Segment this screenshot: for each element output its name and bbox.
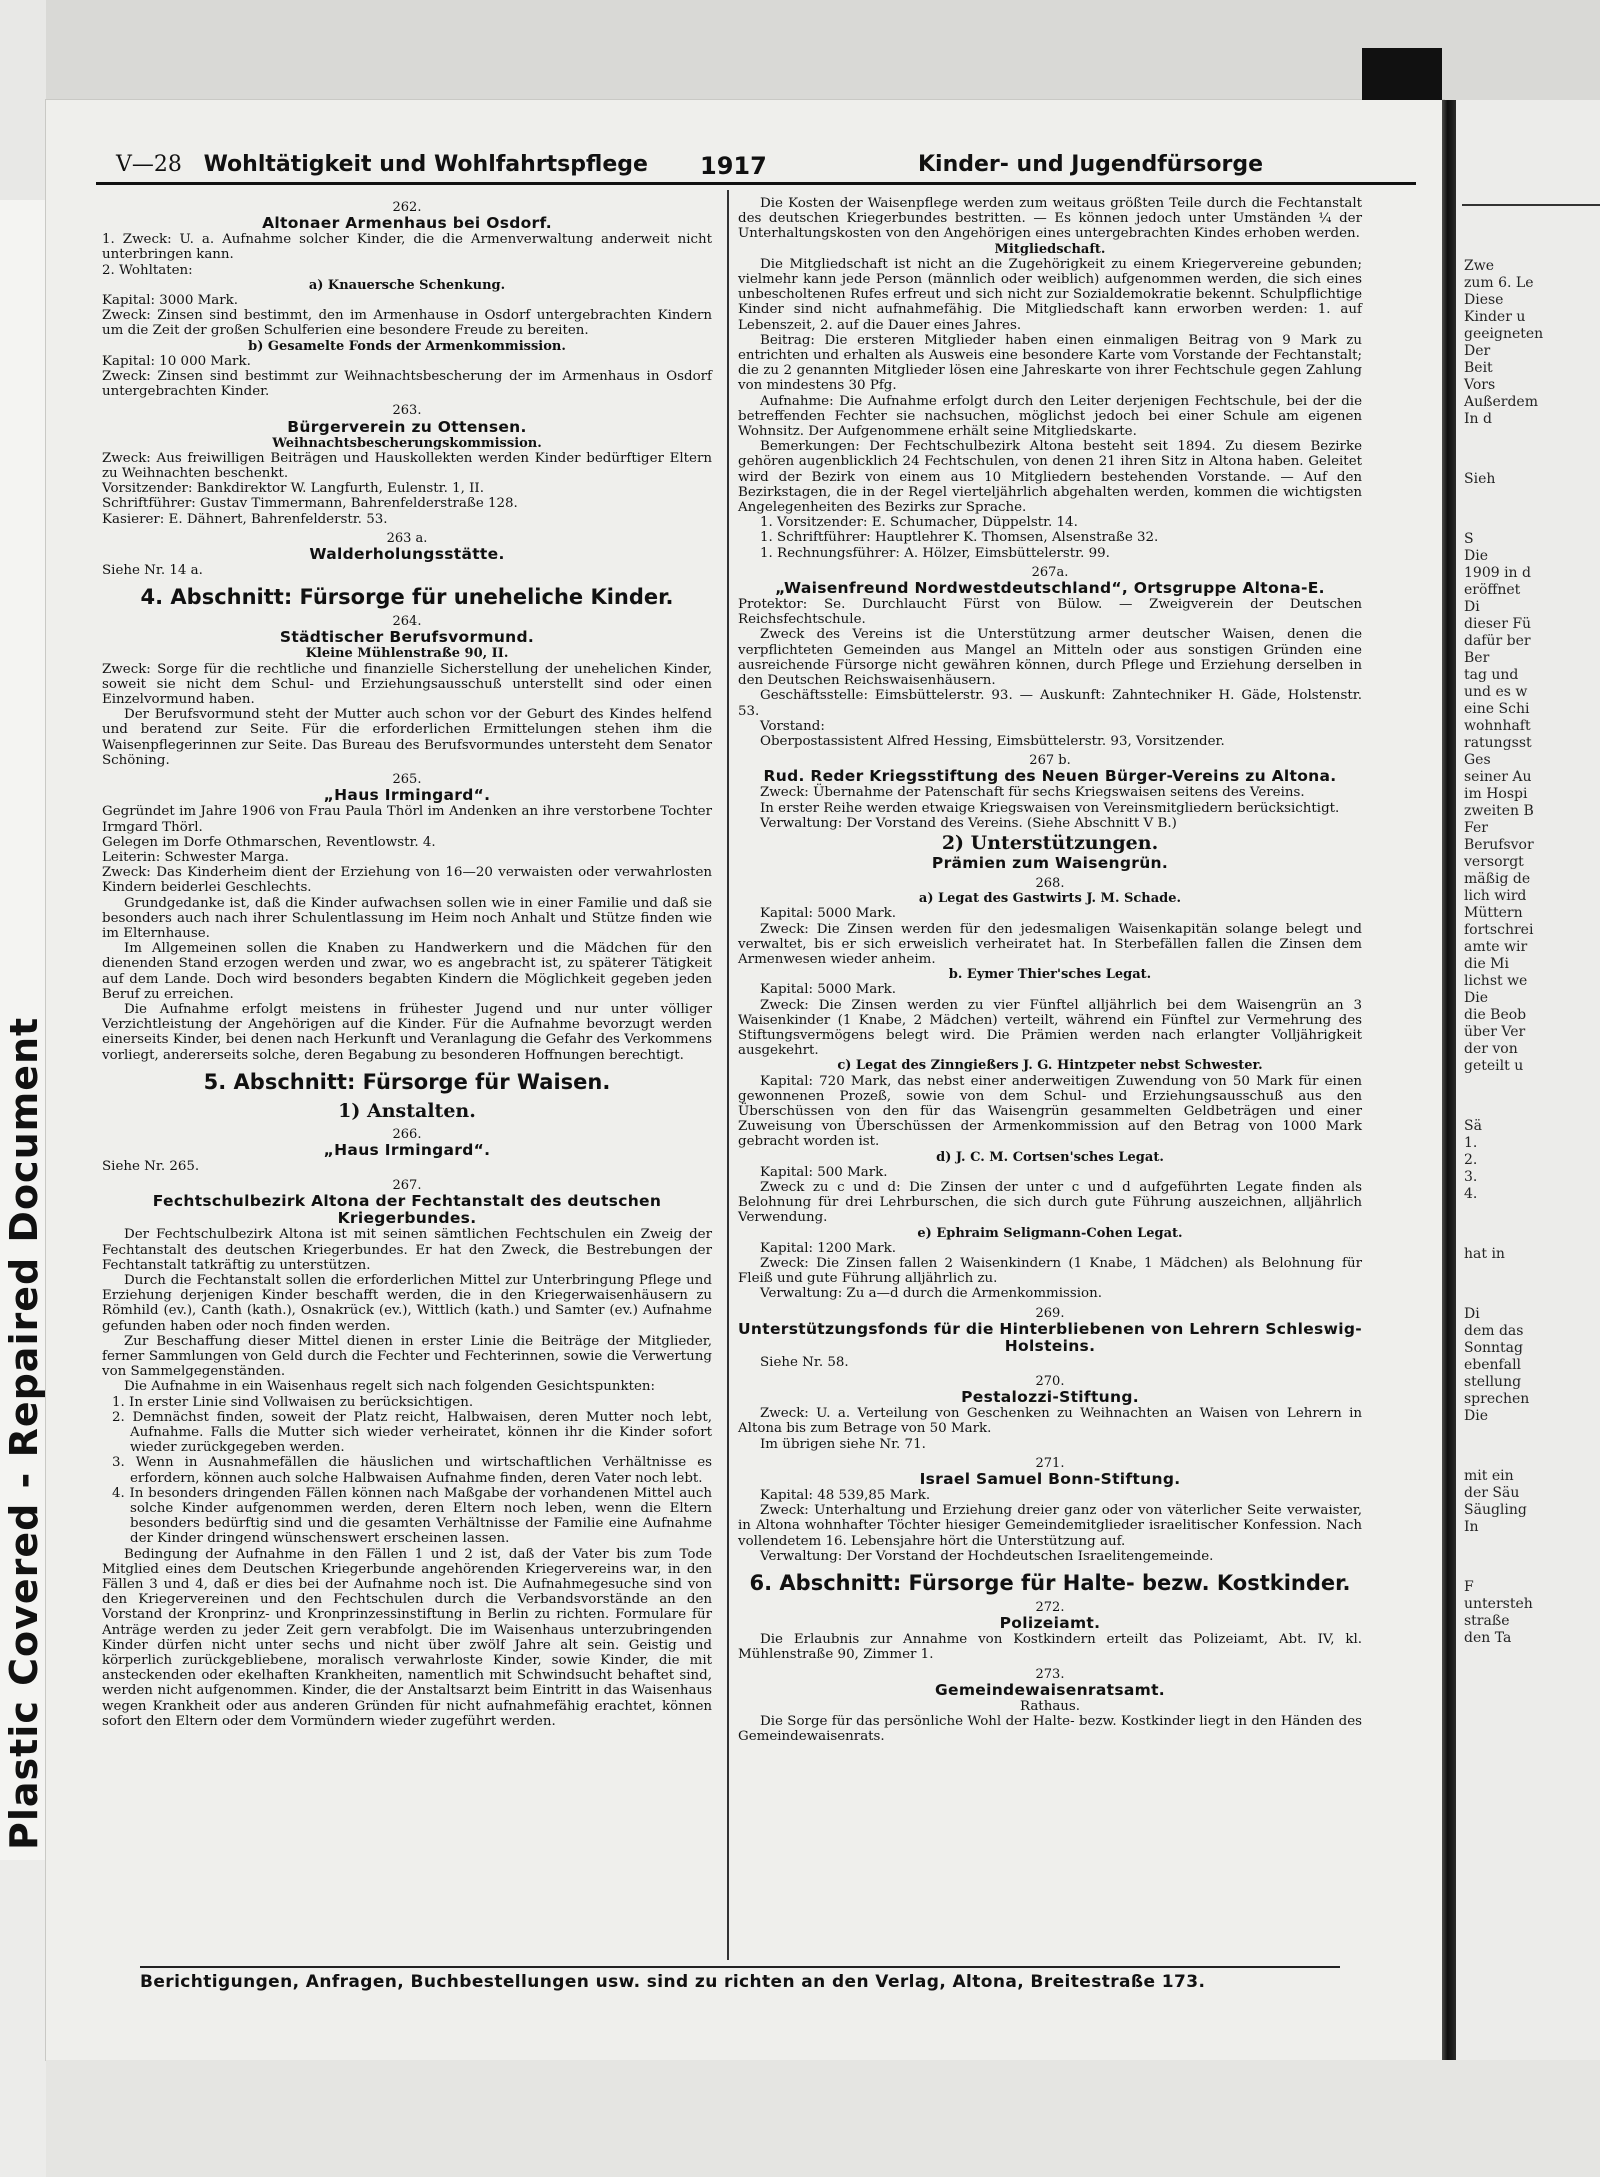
adjacent-page-fragment: versorgt [1464,854,1524,870]
entry-text: Gelegen im Dorfe Othmarschen, Reventlowstr. 4. [102,834,436,850]
entry-text: Kapital: 5000 Mark. [760,906,897,922]
entry-number: 264. [392,614,422,630]
adjacent-page-fragment: Di [1464,1306,1480,1322]
entry-text: Zweck: Aus freiwilligen Beiträgen und Hauskollekten werden Kinder bedürftiger Eltern zu Weihnachten beschenkt. [102,450,712,482]
list-item: 1. In erster Linie sind Vollwaisen zu berücksichtigen. [112,1394,474,1410]
scan-margin-bottom [0,1860,46,2177]
entry-text: Zweck zu c und d: Die Zinsen der unter c und d aufgeführten Legate finden als Belohnung für drei Lehrburschen, die sich durch gute Führung auszeichnen, alljährlich Verwendung. [738,1179,1362,1226]
entry-text: 1. Vorsitzender: E. Schumacher, Düppelstr. 14. [760,515,1078,531]
entry-text: Verwaltung: Der Vorstand des Vereins. (Siehe Abschnitt V B.) [760,815,1177,831]
adjacent-page-fragment: über Ver [1464,1024,1526,1040]
adjacent-page-fragment: ratungsst [1464,735,1532,751]
adjacent-page-fragment: die Mi [1464,956,1509,972]
adjacent-page-fragment: Die [1464,1408,1488,1424]
entry-title: Israel Samuel Bonn-Stiftung. [919,1470,1181,1489]
adjacent-page-fragment: Zwe [1464,258,1494,274]
entry-text: Grundgedanke ist, daß die Kinder aufwachsen sollen wie in einer Familie und daß sie besonders auch nach ihrer Schulentlassung im Heim noch Anhalt und Stütze finden wie im Elternhause. [102,895,712,941]
adjacent-page-fragment: Di [1464,599,1480,615]
adjacent-page-fragment: dafür ber [1464,633,1531,649]
entry-text: Kapital: 10 000 Mark. [102,353,251,369]
entry-title: Altonaer Armenhaus bei Osdorf. [262,214,552,233]
adjacent-page-rule [1462,204,1600,206]
entry-title: Pestalozzi-Stiftung. [961,1388,1139,1407]
entry-subtitle: Weihnachtsbescherungskommission. [272,435,542,451]
entry-title: Gemeindewaisenratsamt. [935,1680,1165,1699]
adjacent-page-fragment: Beit [1464,360,1493,376]
adjacent-page-fragment: untersteh [1464,1596,1533,1612]
adjacent-page-fragment: Säugling [1464,1502,1527,1518]
entry-text: Oberpostassistent Alfred Hessing, Eimsbüttelerstr. 93, Vorsitzender. [760,733,1225,749]
entry-title: „Haus Irmingard“. [323,1140,491,1159]
entry-text: Vorsitzender: Bankdirektor W. Langfurth, Eulenstr. 1, II. [102,481,484,497]
adjacent-page-fragment: In [1464,1519,1479,1535]
entry-text: Die Aufnahme in ein Waisenhaus regelt sich nach folgenden Gesichtspunkten: [124,1379,656,1395]
entry-text: Aufnahme: Die Aufnahme erfolgt durch den Leiter derjenigen Fechtschule, bei der die betreffenden Fechter sie nachsuchen, möglichst jedoch bei einer Schule am eigenen Wohnsitz. Der Aufgenommene erhält seine Mitgliedskarte. [738,393,1362,440]
entry-title: Bürgerverein zu Ottensen. [287,417,527,436]
adjacent-page-fragment: mäßig de [1464,871,1531,887]
adjacent-page-fragment: Außerdem [1464,394,1538,410]
adjacent-page-fragment: dieser Fü [1464,616,1532,632]
entry-text: Kasierer: E. Dähnert, Bahrenfelderstr. 53. [102,511,388,527]
side-label-text: Plastic Covered - Repaired Document [2,1016,46,1850]
entry-text: Der Berufsvormund steht der Mutter auch schon vor der Geburt des Kindes helfend und beratend zur Seite. Für die erforderlichen Ermittelungen stehen ihm die Waisenpflegerinnen zur Seite. Das Bureau des Berufsvormundes untersteht dem Senator Schöning. [102,707,712,768]
entry-text: Beitrag: Die ersteren Mitglieder haben einen einmaligen Beitrag von 9 Mark zu entrichten und erhalten als Ausweis eine besondere Karte vom Vorstande der Fechtanstalt; die zu 2 genannten Mitglieder lösen eine Jahreskarte von ihrer Fechtschule gegen Zahlung von mindestens 30 Pfg. [738,332,1362,394]
adjacent-page-fragment: 3. [1464,1169,1478,1185]
adjacent-page-fragment: ebenfall [1464,1357,1522,1373]
entry-text: Zweck: Unterhaltung und Erziehung dreier ganz oder von väterlicher Seite verwaister, in Altona wohnhafter Töchter hiesiger Gemeindemitglieder israelitischer Konfession. Nach vollendetem 16. Lebensjahre hört die Unterstützung auf. [738,1503,1362,1549]
entry-text: Kapital: 3000 Mark. [102,293,239,309]
entry-text: Zweck des Vereins ist die Unterstützung armer deutscher Waisen, denen die verpflichteten Gemeinden aus Mangel an Mitteln oder aus sonstigen Gründen eine ausreichende Fürsorge nicht gewähren können, durch Pflege und Erziehung derselben in den Deutschen Reichswaisenhäusern. [738,627,1362,689]
adjacent-page-fragment: zweiten B [1464,803,1534,819]
entry-subtitle: Mitgliedschaft. [994,241,1106,257]
header-left-title: Wohltätigkeit und Wohlfahrtspflege [203,152,648,177]
entry-text: Leiterin: Schwester Marga. [102,849,289,865]
adjacent-page-fragment: mit ein [1464,1468,1514,1484]
entry-number: 262. [392,200,422,215]
entry-text: Kapital: 48 539,85 Mark. [760,1488,931,1504]
entry-title: Unterstützungsfonds für die Hinterbliebenen von Lehrern Schleswig-Holsteins. [738,1319,1362,1355]
entry-text: Zweck: Die Zinsen werden für den jedesmaligen Waisenkapitän solange belegt und verwaltet, bis er sich erweislich verheiratet hat. In Sterbefällen fallen die Zinsen dem Armenwesen wieder anheim. [738,921,1362,967]
entry-text: 1. Zweck: U. a. Aufnahme solcher Kinder, die die Armenverwaltung anderweit nicht unterbringen kann. [102,232,712,263]
entry-title: Fechtschulbezirk Altona der Fechtanstalt des deutschen Kriegerbundes. [152,1192,662,1228]
entry-number: 270. [1035,1374,1065,1390]
adjacent-page-fragment: zum 6. Le [1464,275,1534,291]
adjacent-page-fragment: der von [1464,1041,1518,1057]
column-divider [727,190,729,1960]
entry-title: Polizeiamt. [999,1614,1101,1633]
adjacent-page-fragment: Kinder u [1464,309,1526,325]
entry-number: 265. [392,772,422,788]
adjacent-page-fragment: Berufsvor [1464,837,1534,853]
entry-subtitle: e) Ephraim Seligmann-Cohen Legat. [917,1225,1183,1241]
entry-text: Bemerkungen: Der Fechtschulbezirk Altona besteht seit 1894. Zu diesem Bezirke gehören augenblicklich 24 Fechtschulen, von denen 21 ihren Sitz in Altona haben. Geleitet wird der Bezirk von einem aus 10 Mitgliedern bestehenden Vorstande. — Auf den Bezirkstagen, die in der Regel vierteljährlich abgehalten werden, kommen die wichtigsten Angelegenheiten des Bezirks zur Sprache. [738,439,1362,516]
side-label-strip [0,200,46,1860]
adjacent-page-fragment: F [1464,1579,1474,1595]
entry-text: Verwaltung: Zu a—d durch die Armenkommission. [760,1286,1103,1302]
list-item: 4. In besonders dringenden Fällen können nach Maßgabe der vorhandenen Mittel auch solche Kinder aufgenommen werden, deren Eltern noch leben, wenn die Eltern besonders bedürftig sind und die gesamten Verhältnisse der Familie eine Aufnahme der Kinder dringend wünschenswert erscheinen lassen. [112,1485,712,1547]
entry-text: Siehe Nr. 14 a. [102,563,203,579]
entry-text: 1. Rechnungsführer: A. Hölzer, Eimsbüttelerstr. 99. [760,545,1110,561]
adjacent-page-fragment: tag und [1464,667,1519,683]
entry-title: Rud. Reder Kriegsstiftung des Neuen Bürger-Vereins zu Altona. [763,767,1337,786]
entry-title: Walderholungsstätte. [309,545,505,564]
adjacent-page-fragment: lich wird [1464,888,1527,904]
entry-text: Zweck: Die Zinsen fallen 2 Waisenkindern (1 Knabe, 1 Mädchen) als Belohnung für Fleiß und gute Führung alljährlich zu. [738,1256,1362,1287]
binding-top-block [1362,48,1442,100]
adjacent-page-fragment: 4. [1464,1186,1478,1202]
entry-text: Geschäftsstelle: Eimsbüttelerstr. 93. — Auskunft: Zahntechniker H. Gäde, Holstenstr. 53. [738,688,1362,719]
adjacent-page-fragment: der Säu [1464,1485,1520,1501]
adjacent-page-fragment: Die [1464,548,1488,564]
adjacent-page [1456,100,1600,2060]
entry-subtitle: a) Knauersche Schenkung. [308,277,506,293]
entry-number: 272. [1035,1600,1065,1616]
entry-text: Die Mitgliedschaft ist nicht an die Zugehörigkeit zu einem Kriegervereine gebunden; vielmehr kann jede Person (männlich oder weiblich) aufgenommen werden, die sich eines unbescholtenen Rufes erfreut und sich nicht zur Sozialdemokratie bekennt. Schulpflichtige Kinder sind nicht aufnahmefähig. Die Mitgliedschaft kann erworben werden: 1. auf Lebenszeit, 2. auf die Dauer eines Jahres. [738,256,1362,333]
scan-margin-top [0,0,46,200]
section-heading: 6. Abschnitt: Fürsorge für Halte- bezw. Kostkinder. [749,1571,1351,1596]
entry-text: Vorstand: [760,718,825,734]
adjacent-page-fragment: Sieh [1464,471,1496,487]
header-rule [96,182,1416,185]
entry-number: 267 b. [1029,753,1071,769]
entry-number: 267a. [1031,564,1069,580]
adjacent-page-fragment: Die [1464,990,1488,1006]
adjacent-page-fragment: S [1464,531,1474,547]
adjacent-page-fragment: Fer [1464,820,1488,836]
entry-number: 269. [1035,1305,1065,1321]
entry-text: Die Aufnahme erfolgt meistens in frühester Jugend und nur unter völliger Verzichtleistung der Angehörigen auf die Kinder. Für die Aufnahme bevorzugt werden einerseits Kinder, bei denen nach Herkunft und Veranlagung die Gefahr des Verkommens vorliegt, andererseits solche, deren Begabung zu besonderen Hoffnungen berechtigt. [102,1001,712,1063]
adjacent-page-fragment: und es w [1464,684,1528,700]
header-right-title: Kinder- und Jugendfürsorge [918,152,1264,177]
adjacent-page-fragment: Ges [1464,752,1491,768]
adjacent-page-fragment: die Beob [1464,1007,1527,1023]
entry-title: Städtischer Berufsvormund. [279,628,535,647]
entry-subtitle: d) J. C. M. Cortsen'sches Legat. [936,1149,1164,1165]
entry-number: 271. [1035,1455,1065,1471]
list-item: 3. Wenn in Ausnahmefällen die häuslichen und wirtschaftlichen Verhältnisse es erfordern, können auch solche Halbwaisen Aufnahme finden, deren Vater noch lebt. [112,1455,712,1486]
entry-text: Kapital: 1200 Mark. [760,1240,897,1256]
entry-text: In erster Reihe werden etwaige Kriegswaisen von Vereinsmitgliedern berücksichtigt. [760,800,1340,816]
adjacent-page-fragment: seiner Au [1464,769,1532,785]
adjacent-page-fragment: stellung [1464,1374,1522,1390]
entry-subtitle: a) Legat des Gastwirts J. M. Schade. [918,891,1182,907]
subsection-heading: 2) Unterstützungen. [941,831,1159,854]
adjacent-page-fragment: Der [1464,343,1491,359]
entry-number: 263 a. [386,530,428,546]
entry-subtitle: c) Legat des Zinngießers J. G. Hintzpeter nebst Schwester. [837,1058,1263,1074]
subsection-heading: 1) Anstalten. [338,1099,476,1122]
book-binding [1442,100,1456,2060]
entry-text: Kapital: 720 Mark, das nebst einer anderweitigen Zuwendung von 50 Mark für einen gewonnenen Prozeß, sowie von dem Schul- und Erziehungsausschuß aus den Überschüssen von den für das Waisengrün gesammelten Geldbeträgen und einer Zuweisung von Überschüssen der Armenkommission auf den Betrag von 1000 Mark gebracht worden ist. [738,1073,1362,1150]
adjacent-page-fragment: geeigneten [1464,326,1544,342]
entry-text: Zweck: Zinsen sind bestimmt zur Weihnachtsbescherung der im Armenhaus in Osdorf untergebrachten Kinder. [102,369,712,400]
adjacent-page-fragment: Ber [1464,650,1490,666]
entry-text: Kapital: 5000 Mark. [760,982,897,998]
adjacent-page-fragment: Müttern [1464,905,1523,921]
entry-text: Siehe Nr. 58. [760,1354,849,1370]
left-column [102,196,712,1729]
entry-text: Protektor: Se. Durchlaucht Fürst von Bülow. — Zweigverein der Deutschen Reichsfechtschule. [738,597,1362,628]
adjacent-page-fragment: In d [1464,411,1492,427]
adjacent-page-fragment: Sonntag [1464,1340,1523,1356]
entry-text: 2. Wohltaten: [102,262,193,278]
header-year: 1917 [700,152,767,180]
entry-text: Zweck: Übernahme der Patenschaft für sechs Kriegswaisen seitens des Vereins. [760,785,1305,801]
entry-text: Der Fechtschulbezirk Altona ist mit seinen sämtlichen Fechtschulen ein Zweig der Fechtanstalt des deutschen Kriegerbundes. Er hat den Zweck, die Bestrebungen der Fechtanstalt tatkräftig zu unterstützen. [102,1227,712,1273]
entry-title: „Waisenfreund Nordwestdeutschland“, Ortsgruppe Altona-E. [775,579,1325,598]
adjacent-page-fragment: amte wir [1464,939,1528,955]
entry-text: Bedingung der Aufnahme in den Fällen 1 und 2 ist, daß der Vater bis zum Tode Mitglied eines dem Deutschen Kriegerbunde angehörenden Kriegervereins war, in den Fällen 3 und 4, daß er dies bei der Aufnahme noch ist. Die Aufnahmegesuche sind von den Kriegervereinen und den Fechtschulen durch die Verbandsvorstände an den Vorstand der Kronprinz- und Kronprinzessinstiftung in Berlin zu richten. Formulare für Anträge werden zu jeder Zeit gern verabfolgt. Die im Waisenhaus unterzubringenden Kinder dürfen nicht unter sechs und nicht über zwölf Jahre alt sein. Geistig und körperlich zurückgebliebene, moralisch verwahrloste Kinder, sowie Kinder, die mit ansteckenden oder ekelhaften Krankheiten, namentlich mit Schwindsucht behaftet sind, werden nicht aufgenommen. Kinder, die der Anstaltsarzt beim Eintritt in das Waisenhaus wegen Krankheit oder aus anderen Gründen für nicht aufnahmefähig erachtet, können sofort den Eltern oder dem Vormündern wieder zugeführt werden. [102,1546,712,1729]
adjacent-page-fragment: im Hospi [1464,786,1528,802]
right-column [738,196,1362,1744]
adjacent-page-fragment: dem das [1464,1323,1524,1339]
entry-text: Die Erlaubnis zur Annahme von Kostkindern erteilt das Polizeiamt, Abt. IV, kl. Mühlenstraße 90, Zimmer 1. [738,1632,1362,1663]
adjacent-page-fragment: fortschrei [1464,922,1534,938]
publisher-footer: Berichtigungen, Anfragen, Buchbestellungen usw. sind zu richten an den Verlag, Altona, Breitestraße 173. [140,1966,1340,1992]
entry-text: Zweck: U. a. Verteilung von Geschenken zu Weihnachten an Waisen von Lehrern in Altona bis zum Betrage von 50 Mark. [738,1406,1362,1437]
adjacent-page-fragment: 1. [1464,1135,1478,1151]
entry-subtitle: b. Eymer Thier'sches Legat. [948,967,1152,983]
scan-bottom-margin [46,2060,1600,2177]
running-header-left [116,152,648,177]
entry-text: Kapital: 500 Mark. [760,1164,888,1180]
section-heading: 4. Abschnitt: Fürsorge für uneheliche Kinder. [140,585,674,610]
adjacent-page-fragment: eine Schi [1464,701,1530,717]
entry-subtitle: b) Gesamelte Fonds der Armenkommission. [248,338,566,354]
section-heading: 5. Abschnitt: Fürsorge für Waisen. [203,1069,611,1094]
entry-text: Im Allgemeinen sollen die Knaben zu Handwerkern und die Mädchen für den dienenden Stand erzogen werden und zwar, wo es angebracht ist, zu späterer Tätigkeit auf dem Lande. Doch wird besonders begabten Kindern die Möglichkeit gegeben jeden Beruf zu erreichen. [102,941,712,1002]
adjacent-page-fragment: wohnhaft [1464,718,1531,734]
entry-number: 263. [392,403,422,419]
adjacent-page-fragment: Vors [1464,377,1496,393]
entry-address: Kleine Mühlenstraße 90, II. [305,646,509,662]
adjacent-page-fragment: Diese [1464,292,1504,308]
adjacent-page-fragment: Sä [1464,1118,1482,1134]
entry-text: Gegründet im Jahre 1906 von Frau Paula Thörl im Andenken an ihre verstorbene Tochter Irmgard Thörl. [102,804,712,835]
entry-text: Die Kosten der Waisenpflege werden zum weitaus größten Teile durch die Fechtanstalt des deutschen Kriegerbundes bestritten. — Es können jedoch unter Umständen ¼ der Unterhaltungskosten von den Angehörigen eines untergebrachten Kindes erhoben werden. [738,196,1362,242]
adjacent-page-fragment: eröffnet [1464,582,1521,598]
entry-text: Zur Beschaffung dieser Mittel dienen in erster Linie die Beiträge der Mitglieder, ferner Sammlungen von Geld durch die Fechter und Fechterinnen, sowie die Verwertung von Sammelgegenständen. [102,1333,712,1380]
entry-text: Zweck: Die Zinsen werden zu vier Fünftel alljährlich bei dem Waisengrün an 3 Waisenkinder (1 Knabe, 2 Mädchen) verteilt, während ein Fünftel zur Vermehrung des Stiftungsvermögens belegt wird. Die Prämien werden nach erlangter Volljährigkeit ausgekehrt. [738,997,1362,1059]
adjacent-page-fragment: hat in [1464,1246,1505,1262]
adjacent-page-fragment: sprechen [1464,1391,1530,1407]
entry-title: Prämien zum Waisengrün. [931,853,1169,872]
adjacent-page-fragment: 2. [1464,1152,1478,1168]
entry-text: Zweck: Das Kinderheim dient der Erziehung von 16—20 verwaisten oder verwahrlosten Kindern beiderlei Geschlechts. [102,865,712,896]
entry-text: Durch die Fechtanstalt sollen die erforderlichen Mittel zur Unterbringung Pflege und Erziehung derjenigen Kinder beschafft werden, die in den Kriegerwaisenhäusern zu Römhild (ev.), Canth (kath.), Osnakrück (ev.), Wittlich (kath.) und Samter (ev.) Aufnahme gefunden haben oder noch finden werden. [102,1272,712,1334]
entry-text: Siehe Nr. 265. [102,1158,200,1174]
entry-text: Zweck: Sorge für die rechtliche und finanzielle Sicherstellung der unehelichen Kinder, soweit sie nicht dem Schul- und Erziehungsausschuß unterstellt sind oder einen Einzelvormund haben. [102,661,712,708]
entry-address: Rathaus. [1019,1698,1081,1714]
entry-text: Schriftführer: Gustav Timmermann, Bahrenfelderstraße 128. [102,496,518,512]
entry-text: Verwaltung: Der Vorstand der Hochdeutschen Israelitengemeinde. [760,1548,1214,1564]
entry-title: „Haus Irmingard“. [323,786,491,805]
entry-text: 1. Schriftführer: Hauptlehrer K. Thomsen, Alsenstraße 32. [760,530,1159,546]
entry-text: Die Sorge für das persönliche Wohl der Halte- bezw. Kostkinder liegt in den Händen des Gemeindewaisenrats. [738,1714,1362,1745]
entry-number: 266. [392,1126,422,1142]
adjacent-page-fragment: straße [1464,1613,1510,1629]
entry-text: Im übrigen siehe Nr. 71. [760,1436,926,1452]
adjacent-page-fragment: 1909 in d [1464,565,1531,581]
list-item: 2. Demnächst finden, soweit der Platz reicht, Halbwaisen, deren Mutter noch lebt, Aufnahme. Falls die Mutter sich wieder verheiratet, können ihr die Kinder sofort wieder zurückgegeben werden. [112,1409,712,1456]
page-number: V—28 [116,152,182,177]
adjacent-page-fragment: lichst we [1464,973,1528,989]
entry-number: 267. [392,1178,422,1194]
adjacent-page-fragment: geteilt u [1464,1058,1524,1074]
entry-text: Zweck: Zinsen sind bestimmt, den im Armenhause in Osdorf untergebrachten Kindern um die Zeit der großen Schulferien eine besondere Freude zu bereiten. [102,308,712,339]
entry-number: 268. [1035,875,1065,891]
entry-number: 273. [1035,1666,1065,1682]
adjacent-page-fragment: den Ta [1464,1630,1512,1646]
